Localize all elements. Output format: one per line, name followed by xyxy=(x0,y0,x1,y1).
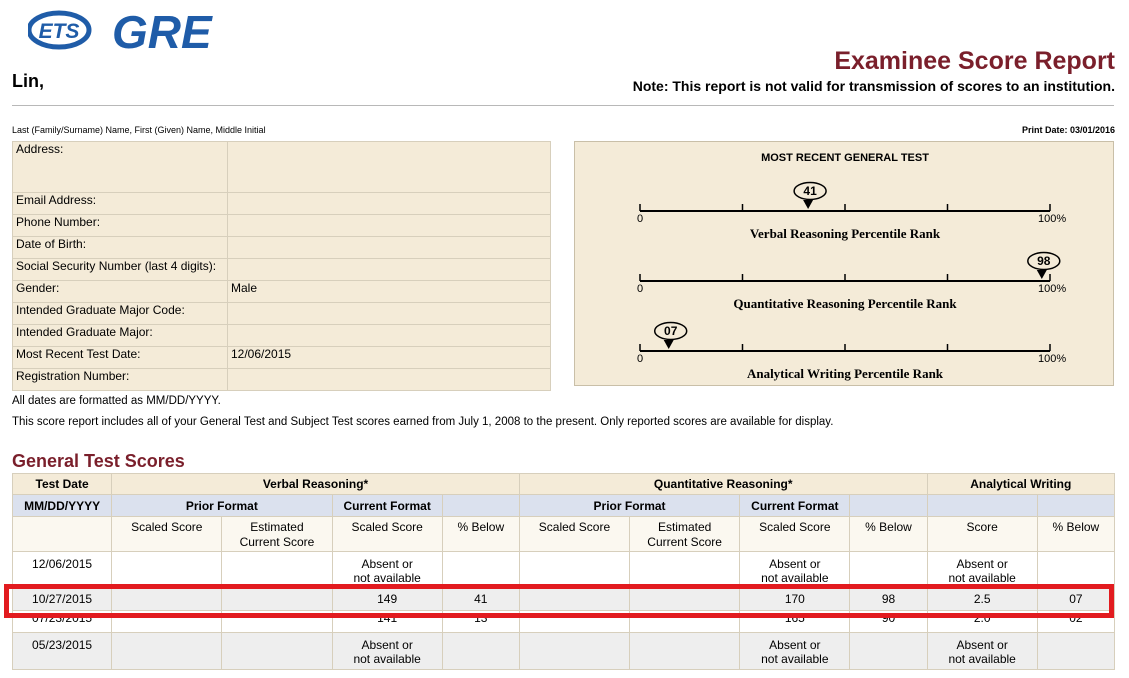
col-verbal-current: Current Format xyxy=(332,495,442,517)
score-row xyxy=(13,552,1115,587)
cell-verbal-prior xyxy=(112,633,222,670)
empty-cell xyxy=(850,495,927,517)
percentile-value: 07 xyxy=(664,324,678,338)
cell-writing-pct xyxy=(1037,633,1114,670)
cell-verbal-pct xyxy=(442,633,519,670)
quant-percentile-label: Quantitative Reasoning Percentile Rank xyxy=(733,296,957,311)
info-value xyxy=(228,193,551,215)
score-row xyxy=(13,633,1115,670)
ets-gre-logo xyxy=(28,4,218,60)
logo-gre-text: GRE xyxy=(112,6,212,58)
scale-max-label: 100% xyxy=(1038,283,1067,295)
info-row-gender xyxy=(13,281,551,303)
cell-writing-pct: 07 xyxy=(1037,587,1114,611)
info-value: 12/06/2015 xyxy=(228,347,551,369)
col-quant-estimated xyxy=(630,517,740,552)
cell-verbal-est xyxy=(222,633,332,670)
report-title: Examinee Score Report xyxy=(834,47,1115,75)
verbal-percentile-label: Verbal Reasoning Percentile Rank xyxy=(749,226,941,241)
info-row-email xyxy=(13,193,551,215)
percentile-marker-pointer xyxy=(1037,270,1047,279)
col-verbal-current-scaled: Scaled Score xyxy=(332,517,442,552)
info-value xyxy=(228,237,551,259)
col-verbal-pct-below: % Below xyxy=(442,517,519,552)
percentile-value: 98 xyxy=(1037,254,1051,268)
info-value xyxy=(228,215,551,237)
percentile-marker-pointer xyxy=(664,340,674,349)
section-title: General Test Scores xyxy=(12,451,185,471)
header-divider xyxy=(12,105,1114,106)
percentile-scales xyxy=(575,142,1115,387)
info-value xyxy=(228,369,551,391)
panel-title: MOST RECENT GENERAL TEST xyxy=(761,152,929,164)
col-verbal: Verbal Reasoning* xyxy=(112,474,520,495)
empty-cell xyxy=(1037,495,1114,517)
scale-min-label: 0 xyxy=(637,353,644,365)
percentile-panel xyxy=(574,141,1114,386)
absent-line2: not available xyxy=(948,652,1016,666)
estimated-line1: Estimated xyxy=(250,520,304,534)
cell-verbal-score xyxy=(332,552,442,587)
writing-percentile-label: Analytical Writing Percentile Rank xyxy=(746,366,944,381)
header-row-sections xyxy=(13,474,1115,495)
examinee-name: Lin, xyxy=(12,71,44,91)
cell-quant-pct xyxy=(850,552,927,587)
general-test-scores-table xyxy=(12,473,1115,670)
cell-quant-prior xyxy=(519,633,629,670)
info-value xyxy=(228,142,551,193)
col-quant-current-scaled: Scaled Score xyxy=(740,517,850,552)
info-row-major-code xyxy=(13,303,551,325)
col-quant: Quantitative Reasoning* xyxy=(519,474,927,495)
absent-line1: Absent or xyxy=(769,638,821,652)
cell-verbal-est xyxy=(222,552,332,587)
absent-line2: not available xyxy=(761,571,829,585)
cell-quant-pct: 90 xyxy=(850,611,927,633)
cell-quant-pct xyxy=(850,633,927,670)
absent-line2: not available xyxy=(948,571,1016,585)
info-label: Phone Number: xyxy=(13,215,228,237)
cell-verbal-score xyxy=(332,633,442,670)
col-quant-pct-below: % Below xyxy=(850,517,927,552)
estimated-line1: Estimated xyxy=(657,520,712,534)
print-date: Print Date: 03/01/2016 xyxy=(1021,125,1115,135)
col-test-date: Test Date xyxy=(13,474,112,495)
info-value xyxy=(228,259,551,281)
logo-ets-text: ETS xyxy=(38,20,80,43)
info-label: Intended Graduate Major: xyxy=(13,325,228,347)
cell-quant-est xyxy=(630,633,740,670)
estimated-line2: Current Score xyxy=(647,535,722,549)
scale-max-label: 100% xyxy=(1038,213,1067,225)
cell-writing-pct xyxy=(1037,552,1114,587)
info-label: Date of Birth: xyxy=(13,237,228,259)
cell-date: 05/23/2015 xyxy=(13,633,112,670)
cell-writing-score xyxy=(927,633,1037,670)
col-writing: Analytical Writing xyxy=(927,474,1114,495)
header-row-formats xyxy=(13,495,1115,517)
info-label: Registration Number: xyxy=(13,369,228,391)
cell-verbal-pct: 41 xyxy=(442,587,519,611)
header-row-scores xyxy=(13,517,1115,552)
info-label: Most Recent Test Date: xyxy=(13,347,228,369)
info-row-dob xyxy=(13,237,551,259)
scale-max-label: 100% xyxy=(1038,353,1067,365)
date-format-note: All dates are formatted as MM/DD/YYYY. xyxy=(12,395,221,407)
cell-quant-est xyxy=(630,552,740,587)
absent-line1: Absent or xyxy=(769,557,821,571)
scope-note: This score report includes all of your General Test and Subject Test scores earned from July 1, 2008 to the present. Only reported scores are available for display. xyxy=(12,416,834,428)
cell-writing-score: 2.5 xyxy=(927,587,1037,611)
info-row-address xyxy=(13,142,551,193)
cell-quant-score: 170 xyxy=(740,587,850,611)
absent-line2: not available xyxy=(353,652,421,666)
scale-min-label: 0 xyxy=(637,283,644,295)
absent-line1: Absent or xyxy=(956,557,1008,571)
absent-line2: not available xyxy=(353,571,421,585)
cell-verbal-prior xyxy=(112,552,222,587)
col-writing-score: Score xyxy=(927,517,1037,552)
name-caption: Last (Family/Surname) Name, First (Given) Name, Middle Initial xyxy=(12,125,266,135)
cell-quant-score xyxy=(740,633,850,670)
cell-verbal-pct xyxy=(442,552,519,587)
percentile-marker-pointer xyxy=(803,200,813,209)
percentile-value: 41 xyxy=(803,184,817,198)
absent-line1: Absent or xyxy=(361,557,413,571)
info-label: Address: xyxy=(13,142,228,193)
empty-cell xyxy=(927,495,1037,517)
absent-line1: Absent or xyxy=(956,638,1008,652)
cell-writing-score xyxy=(927,552,1037,587)
cell-writing-pct: 02 xyxy=(1037,611,1114,633)
estimated-line2: Current Score xyxy=(239,535,315,549)
cell-writing-score: 2.0 xyxy=(927,611,1037,633)
info-value xyxy=(228,303,551,325)
cell-verbal-score: 149 xyxy=(332,587,442,611)
info-row-recent-date xyxy=(13,347,551,369)
scale-min-label: 0 xyxy=(637,213,644,225)
cell-date: 07/23/2015 xyxy=(13,611,112,633)
info-row-major xyxy=(13,325,551,347)
cell-verbal-pct: 13 xyxy=(442,611,519,633)
absent-line1: Absent or xyxy=(361,638,413,652)
col-verbal-prior-scaled: Scaled Score xyxy=(112,517,222,552)
examinee-info-table xyxy=(12,141,551,391)
info-value: Male xyxy=(228,281,551,303)
empty-cell xyxy=(13,517,112,552)
validity-note: Note: This report is not valid for transmission of scores to an institution. xyxy=(632,78,1115,94)
col-date-format: MM/DD/YYYY xyxy=(13,495,112,517)
col-verbal-estimated xyxy=(222,517,332,552)
info-value xyxy=(228,325,551,347)
info-row-phone xyxy=(13,215,551,237)
cell-verbal-score: 141 xyxy=(332,611,442,633)
cell-quant-score: 165 xyxy=(740,611,850,633)
col-writing-pct-below: % Below xyxy=(1037,517,1114,552)
cell-quant-score xyxy=(740,552,850,587)
info-label: Intended Graduate Major Code: xyxy=(13,303,228,325)
col-verbal-prior: Prior Format xyxy=(112,495,332,517)
col-quant-current: Current Format xyxy=(740,495,850,517)
cell-date: 10/27/2015 xyxy=(13,587,112,611)
info-label: Gender: xyxy=(13,281,228,303)
highlight-box xyxy=(4,584,1114,618)
info-row-registration xyxy=(13,369,551,391)
col-quant-prior-scaled: Scaled Score xyxy=(519,517,629,552)
cell-quant-prior xyxy=(519,552,629,587)
info-label: Social Security Number (last 4 digits): xyxy=(13,259,228,281)
col-quant-prior: Prior Format xyxy=(519,495,739,517)
absent-line2: not available xyxy=(761,652,829,666)
cell-date: 12/06/2015 xyxy=(13,552,112,587)
cell-quant-pct: 98 xyxy=(850,587,927,611)
info-row-ssn xyxy=(13,259,551,281)
info-label: Email Address: xyxy=(13,193,228,215)
empty-cell xyxy=(442,495,519,517)
